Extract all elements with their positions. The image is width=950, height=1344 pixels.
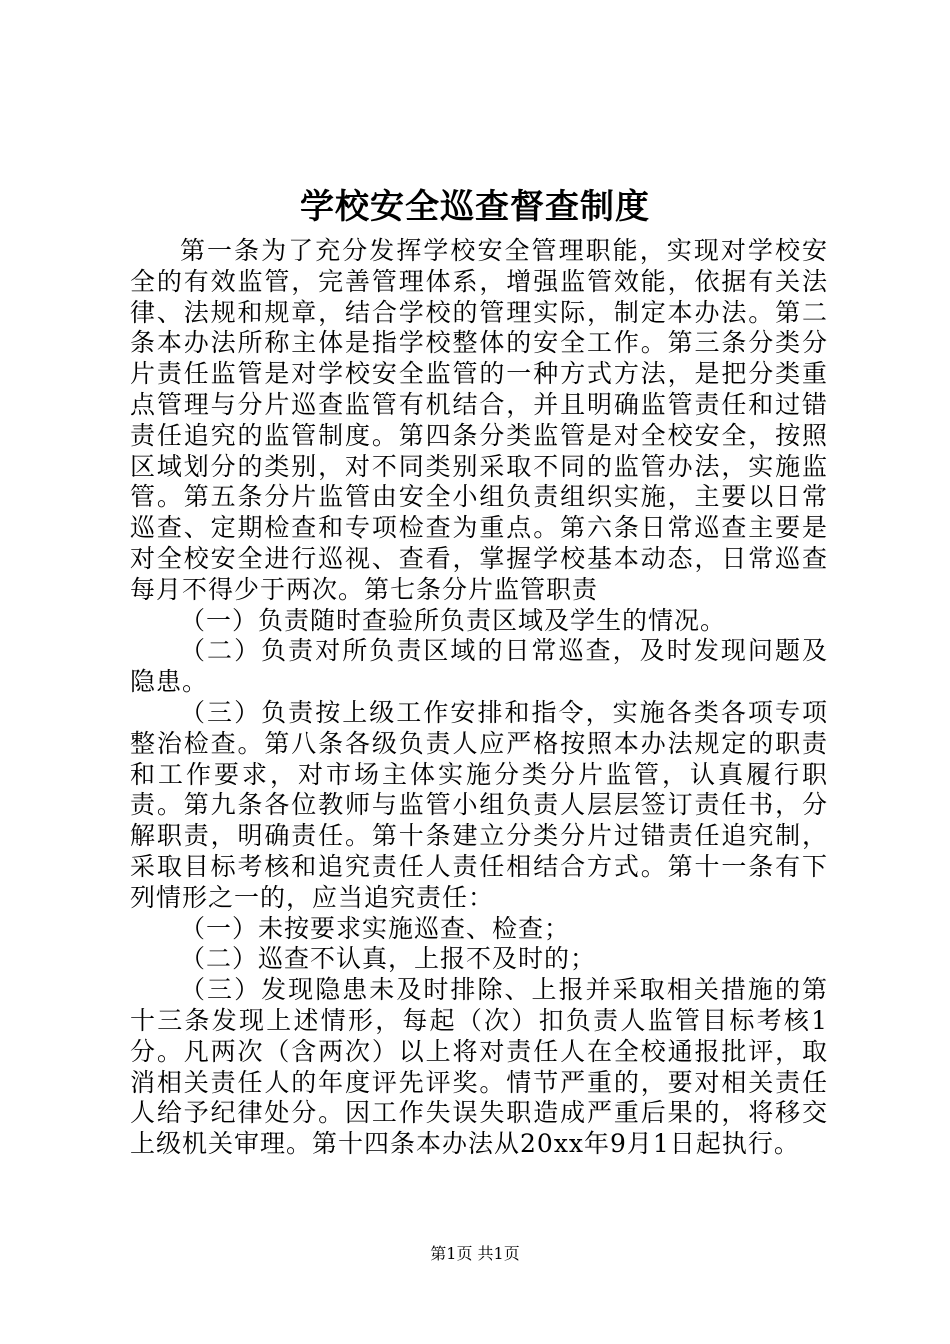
paragraph-4: （三）负责按上级工作安排和指令，实施各类各项专项整治检查。第八条各级负责人应严格按照本办法规定的职责和工作要求，对市场主体实施分类分片监管，认真履行职责。第九条各位教师与监管小组负责人层层签订责任书，分解职责，明确责任。第十条建立分类分片过错责任追究制，采取目标考核和追究责任人责任相结合方式。第十一条有下列情形之一的，应当追究责任： xyxy=(130,697,828,912)
page-footer: 第1页 共1页 xyxy=(430,1244,520,1263)
paragraph-3: （二）负责对所负责区域的日常巡查，及时发现问题及隐患。 xyxy=(130,636,828,697)
document-title: 学校安全巡查督查制度 xyxy=(300,187,650,227)
paragraph-7: （三）发现隐患未及时排除、上报并采取相关措施的第十三条发现上述情形，每起（次）扣负责人监管目标考核1分。凡两次（含两次）以上将对责任人在全校通报批评，取消相关责任人的年度评先评奖。情节严重的，要对相关责任人给予纪律处分。因工作失误失职造成严重后果的，将移交上级机关审理。第十四条本办法从20xx年9月1日起执行。 xyxy=(130,975,828,1159)
paragraph-5: （一）未按要求实施巡查、检查； xyxy=(180,913,571,943)
paragraph-6: （二）巡查不认真，上报不及时的； xyxy=(180,944,597,974)
paragraph-1: 第一条为了充分发挥学校安全管理职能，实现对学校安全的有效监管，完善管理体系，增强监管效能，依据有关法律、法规和规章，结合学校的管理实际，制定本办法。第二条本办法所称主体是指学校整体的安全工作。第三条分类分片责任监管是对学校安全监管的一种方式方法，是把分类重点管理与分片巡查监管有机结合，并且明确监管责任和过错责任追究的监管制度。第四条分类监管是对全校安全，按照区域划分的类别，对不同类别采取不同的监管办法，实施监管。第五条分片监管由安全小组负责组织实施，主要以日常巡查、定期检查和专项检查为重点。第六条日常巡查主要是对全校安全进行巡视、查看，掌握学校基本动态，日常巡查每月不得少于两次。第七条分片监管职责 xyxy=(130,236,828,604)
paragraph-2: （一）负责随时查验所负责区域及学生的情况。 xyxy=(180,605,727,635)
document-body xyxy=(130,236,828,1160)
